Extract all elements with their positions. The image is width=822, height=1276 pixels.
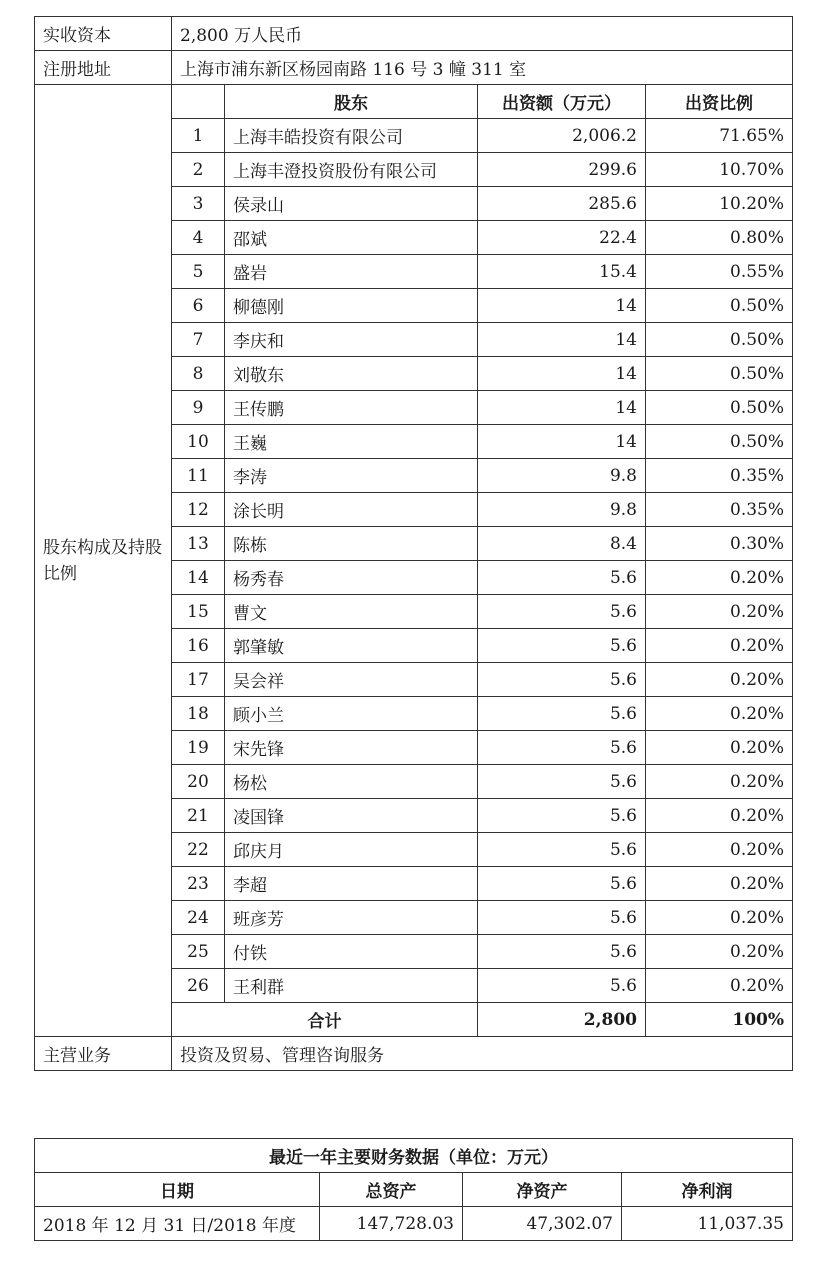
- shareholder-no: 12: [172, 493, 225, 527]
- shareholder-name: 王利群: [225, 969, 478, 1003]
- shareholder-no: 5: [172, 255, 225, 289]
- capital-label: 实收资本: [35, 17, 172, 51]
- shareholder-amount: 14: [478, 425, 646, 459]
- date-header: 日期: [35, 1173, 320, 1207]
- shareholder-ratio: 10.70%: [646, 153, 793, 187]
- shareholder-ratio: 0.20%: [646, 731, 793, 765]
- shareholder-no: 7: [172, 323, 225, 357]
- financial-header-row: [35, 1173, 793, 1207]
- shareholder-no: 6: [172, 289, 225, 323]
- ratio-header: 出资比例: [646, 85, 793, 119]
- shareholder-name: 班彦芳: [225, 901, 478, 935]
- shareholder-ratio: 0.55%: [646, 255, 793, 289]
- shareholder-no: 18: [172, 697, 225, 731]
- shareholder-ratio: 0.20%: [646, 833, 793, 867]
- shareholder-ratio: 0.20%: [646, 867, 793, 901]
- business-label: 主营业务: [35, 1037, 172, 1071]
- shareholder-amount: 5.6: [478, 833, 646, 867]
- shareholder-name: 盛岩: [225, 255, 478, 289]
- shareholder-no: 19: [172, 731, 225, 765]
- shareholder-amount: 14: [478, 323, 646, 357]
- financial-data-row: [35, 1207, 793, 1241]
- shareholder-amount: 15.4: [478, 255, 646, 289]
- shareholder-amount: 22.4: [478, 221, 646, 255]
- shareholder-name: 邱庆月: [225, 833, 478, 867]
- shareholder-ratio: 0.50%: [646, 357, 793, 391]
- company-info-table: [34, 16, 793, 1071]
- shareholder-no: 22: [172, 833, 225, 867]
- shareholder-name: 王传鹏: [225, 391, 478, 425]
- total-ratio: 100%: [646, 1003, 793, 1037]
- shareholder-name: 上海丰澄投资股份有限公司: [225, 153, 478, 187]
- shareholder-amount: 14: [478, 357, 646, 391]
- shareholder-no: 3: [172, 187, 225, 221]
- shareholder-ratio: 0.20%: [646, 969, 793, 1003]
- shareholder-ratio: 0.50%: [646, 289, 793, 323]
- shareholder-ratio: 0.50%: [646, 391, 793, 425]
- shareholder-no: 15: [172, 595, 225, 629]
- shareholder-amount: 299.6: [478, 153, 646, 187]
- shareholder-amount: 5.6: [478, 595, 646, 629]
- shareholder-no: 17: [172, 663, 225, 697]
- shareholder-name: 涂长明: [225, 493, 478, 527]
- shareholder-no: 11: [172, 459, 225, 493]
- no-header: [172, 85, 225, 119]
- shareholder-amount: 5.6: [478, 935, 646, 969]
- shareholder-no: 8: [172, 357, 225, 391]
- financial-table: [34, 1138, 793, 1241]
- shareholder-name: 杨秀春: [225, 561, 478, 595]
- shareholder-ratio: 0.20%: [646, 901, 793, 935]
- shareholder-amount: 14: [478, 289, 646, 323]
- shareholder-no: 26: [172, 969, 225, 1003]
- shareholder-no: 24: [172, 901, 225, 935]
- shareholder-amount: 5.6: [478, 731, 646, 765]
- shareholder-no: 13: [172, 527, 225, 561]
- shareholder-amount: 285.6: [478, 187, 646, 221]
- shareholder-ratio: 0.20%: [646, 765, 793, 799]
- shareholder-amount: 2,006.2: [478, 119, 646, 153]
- shareholder-amount: 5.6: [478, 765, 646, 799]
- shareholder-no: 23: [172, 867, 225, 901]
- shareholder-name: 陈栋: [225, 527, 478, 561]
- shareholder-name: 侯录山: [225, 187, 478, 221]
- shareholder-ratio: 0.20%: [646, 663, 793, 697]
- total-assets-value: 147,728.03: [320, 1207, 463, 1241]
- business-row: [35, 1037, 793, 1071]
- capital-row: [35, 17, 793, 51]
- financial-title-row: [35, 1139, 793, 1173]
- shareholder-amount: 5.6: [478, 663, 646, 697]
- shareholder-name: 付铁: [225, 935, 478, 969]
- shareholder-no: 25: [172, 935, 225, 969]
- shareholder-name: 上海丰皓投资有限公司: [225, 119, 478, 153]
- net-profit-value: 11,037.35: [622, 1207, 793, 1241]
- net-assets-header: 净资产: [463, 1173, 622, 1207]
- shareholders-label: 股东构成及持股比例: [35, 85, 172, 1037]
- shareholder-ratio: 0.80%: [646, 221, 793, 255]
- total-assets-header: 总资产: [320, 1173, 463, 1207]
- shareholder-amount: 5.6: [478, 697, 646, 731]
- shareholder-name: 宋先锋: [225, 731, 478, 765]
- shareholder-name: 李超: [225, 867, 478, 901]
- shareholder-name: 刘敬东: [225, 357, 478, 391]
- shareholder-no: 21: [172, 799, 225, 833]
- shareholder-ratio: 0.35%: [646, 459, 793, 493]
- address-row: [35, 51, 793, 85]
- shareholder-no: 1: [172, 119, 225, 153]
- shareholder-ratio: 0.30%: [646, 527, 793, 561]
- total-label: 合计: [172, 1003, 478, 1037]
- shareholder-name: 杨松: [225, 765, 478, 799]
- shareholder-amount: 5.6: [478, 901, 646, 935]
- shareholder-name: 李涛: [225, 459, 478, 493]
- shareholder-no: 4: [172, 221, 225, 255]
- shareholder-ratio: 0.20%: [646, 595, 793, 629]
- address-label: 注册地址: [35, 51, 172, 85]
- shareholder-amount: 5.6: [478, 561, 646, 595]
- shareholder-ratio: 10.20%: [646, 187, 793, 221]
- shareholder-ratio: 0.20%: [646, 799, 793, 833]
- shareholder-name: 吴会祥: [225, 663, 478, 697]
- shareholder-ratio: 0.50%: [646, 323, 793, 357]
- shareholder-name: 邵斌: [225, 221, 478, 255]
- date-value: 2018 年 12 月 31 日/2018 年度: [35, 1207, 320, 1241]
- shareholder-ratio: 71.65%: [646, 119, 793, 153]
- address-value: 上海市浦东新区杨园南路 116 号 3 幢 311 室: [172, 51, 793, 85]
- shareholder-ratio: 0.20%: [646, 561, 793, 595]
- shareholder-no: 20: [172, 765, 225, 799]
- shareholder-header-row: [35, 85, 793, 119]
- capital-value: 2,800 万人民币: [172, 17, 793, 51]
- shareholder-name: 王巍: [225, 425, 478, 459]
- shareholder-no: 14: [172, 561, 225, 595]
- shareholder-ratio: 0.35%: [646, 493, 793, 527]
- shareholder-amount: 14: [478, 391, 646, 425]
- shareholder-no: 2: [172, 153, 225, 187]
- shareholder-no: 10: [172, 425, 225, 459]
- shareholder-name: 顾小兰: [225, 697, 478, 731]
- shareholder-ratio: 0.20%: [646, 629, 793, 663]
- net-profit-header: 净利润: [622, 1173, 793, 1207]
- business-value: 投资及贸易、管理咨询服务: [172, 1037, 793, 1071]
- shareholder-name: 曹文: [225, 595, 478, 629]
- shareholder-amount: 9.8: [478, 493, 646, 527]
- shareholder-amount: 8.4: [478, 527, 646, 561]
- financial-title: 最近一年主要财务数据（单位：万元）: [35, 1139, 793, 1173]
- name-header: 股东: [225, 85, 478, 119]
- shareholder-ratio: 0.50%: [646, 425, 793, 459]
- shareholder-ratio: 0.20%: [646, 935, 793, 969]
- shareholder-name: 李庆和: [225, 323, 478, 357]
- shareholder-no: 16: [172, 629, 225, 663]
- shareholder-amount: 5.6: [478, 969, 646, 1003]
- shareholder-no: 9: [172, 391, 225, 425]
- shareholder-name: 凌国锋: [225, 799, 478, 833]
- shareholder-amount: 5.6: [478, 867, 646, 901]
- shareholder-ratio: 0.20%: [646, 697, 793, 731]
- net-assets-value: 47,302.07: [463, 1207, 622, 1241]
- shareholder-amount: 5.6: [478, 629, 646, 663]
- shareholder-amount: 9.8: [478, 459, 646, 493]
- total-amount: 2,800: [478, 1003, 646, 1037]
- shareholder-name: 郭肇敏: [225, 629, 478, 663]
- shareholder-name: 柳德刚: [225, 289, 478, 323]
- shareholder-amount: 5.6: [478, 799, 646, 833]
- amount-header: 出资额（万元）: [478, 85, 646, 119]
